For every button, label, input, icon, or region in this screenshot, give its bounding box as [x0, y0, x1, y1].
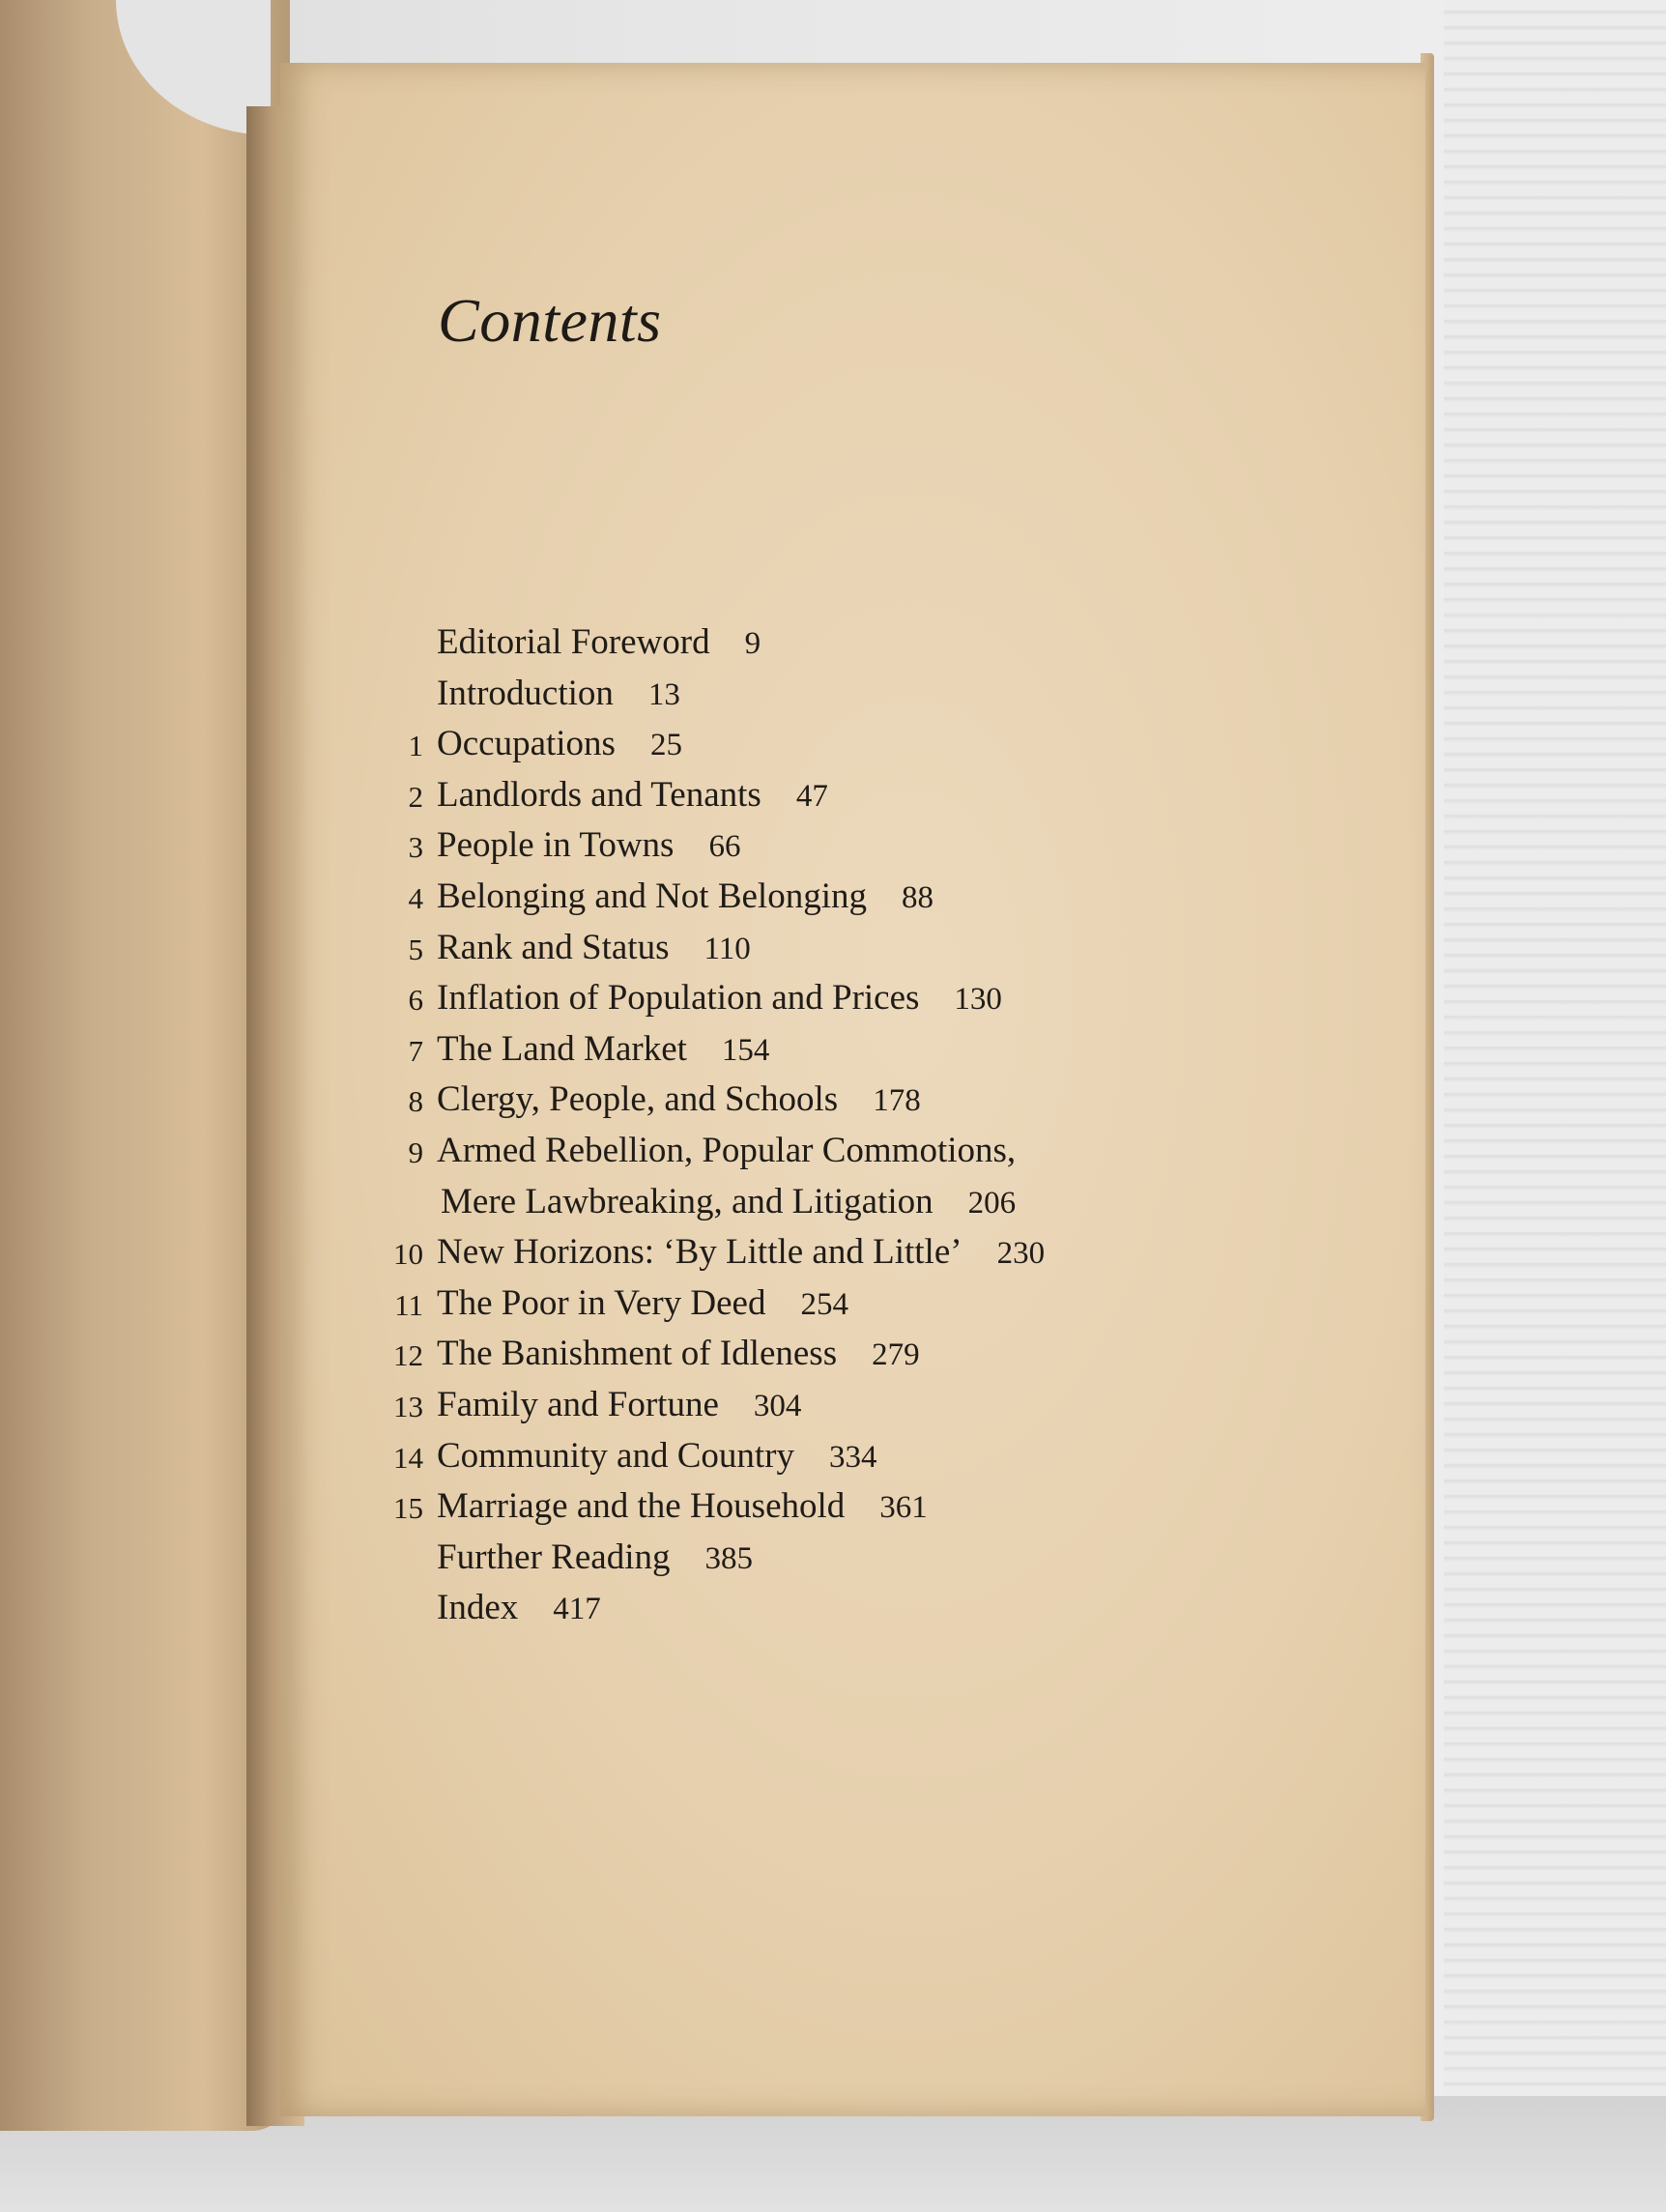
chapter-number: 3: [408, 830, 423, 865]
toc-entry: [367, 621, 1334, 673]
toc-entry: [367, 1130, 1334, 1181]
toc-entry: [367, 673, 1334, 724]
chapter-title: New Horizons: ‘By Little and Little’: [437, 1232, 962, 1273]
chapter-title: Further Reading: [437, 1537, 671, 1577]
toc-entry: [367, 1485, 1334, 1537]
page-number: 334: [829, 1439, 877, 1475]
chapter-title: Index: [437, 1588, 519, 1628]
chapter-title: Landlords and Tenants: [437, 774, 761, 815]
chapter-title: Marriage and the Household: [437, 1486, 846, 1527]
page-number: 47: [795, 778, 828, 814]
toc-entry: [367, 1028, 1334, 1079]
chapter-number: 14: [393, 1440, 423, 1475]
page-number: 13: [647, 676, 680, 712]
chapter-title: Family and Fortune: [437, 1384, 719, 1424]
toc-entry: [367, 1587, 1334, 1638]
chapter-number: 13: [393, 1389, 423, 1423]
page-title: Contents: [438, 286, 662, 355]
chapter-title: The Land Market: [437, 1028, 687, 1069]
chapter-number: 5: [408, 932, 423, 966]
page-number: 230: [996, 1236, 1046, 1272]
toc-entry: [367, 876, 1334, 927]
page-number: 254: [800, 1286, 848, 1322]
toc-entry: [367, 1282, 1334, 1334]
toc-entry: [367, 977, 1334, 1028]
page-number: 25: [649, 728, 682, 763]
chapter-number: 8: [408, 1084, 423, 1119]
chapter-number: 6: [408, 983, 423, 1018]
chapter-title: People in Towns: [437, 825, 675, 866]
chapter-number: 4: [408, 880, 423, 915]
page-number: 110: [704, 931, 751, 966]
toc-entry: [367, 1435, 1334, 1486]
chapter-number: 9: [408, 1135, 423, 1169]
toc-entry: [367, 824, 1334, 876]
chapter-number: 11: [394, 1287, 423, 1322]
toc-entry: [367, 1078, 1334, 1130]
page-number: 130: [954, 982, 1002, 1018]
toc-entry: [367, 927, 1334, 978]
page-number: 88: [902, 879, 934, 915]
chapter-title: Clergy, People, and Schools: [437, 1079, 839, 1120]
toc-entry: [367, 1537, 1334, 1588]
chapter-number: 7: [408, 1033, 423, 1068]
chapter-title: Rank and Status: [437, 927, 670, 967]
chapter-number: 2: [408, 779, 423, 814]
chapter-title: Editorial Foreword: [437, 622, 710, 662]
page-number: 66: [708, 829, 741, 865]
toc-entry: [367, 774, 1334, 825]
chapter-title: The Banishment of Idleness: [437, 1334, 838, 1374]
table-of-contents: [367, 621, 1334, 1638]
page-number: 154: [721, 1032, 770, 1068]
toc-entry: [367, 1231, 1334, 1282]
toc-entry: [367, 1384, 1334, 1435]
chapter-number: 12: [393, 1338, 423, 1373]
chapter-title: The Poor in Very Deed: [437, 1282, 766, 1323]
chapter-title: Inflation of Population and Prices: [437, 978, 920, 1019]
chapter-number: 10: [393, 1237, 423, 1272]
page-number: 9: [744, 626, 761, 661]
page-number: 279: [872, 1337, 920, 1373]
page-number: 206: [967, 1185, 1017, 1221]
chapter-title: Community and Country: [437, 1435, 794, 1476]
page-number: 178: [873, 1083, 921, 1119]
page-number: 385: [704, 1540, 753, 1576]
background-surface: [1444, 0, 1666, 2212]
chapter-title: Belonging and Not Belonging: [437, 876, 867, 916]
page-number: 304: [753, 1388, 802, 1423]
toc-entry: [367, 1333, 1334, 1384]
page-number: 417: [553, 1592, 601, 1627]
toc-entry: [367, 723, 1334, 774]
chapter-title: Introduction: [437, 673, 614, 713]
toc-entry-continuation: [367, 1181, 1334, 1232]
chapter-title: Mere Lawbreaking, and Litigation: [441, 1181, 934, 1221]
chapter-number: 1: [408, 729, 423, 763]
page-number: 361: [879, 1490, 928, 1526]
chapter-title: Occupations: [437, 724, 616, 764]
chapter-title: Armed Rebellion, Popular Commotions,: [437, 1130, 1017, 1170]
chapter-number: 15: [393, 1491, 423, 1526]
